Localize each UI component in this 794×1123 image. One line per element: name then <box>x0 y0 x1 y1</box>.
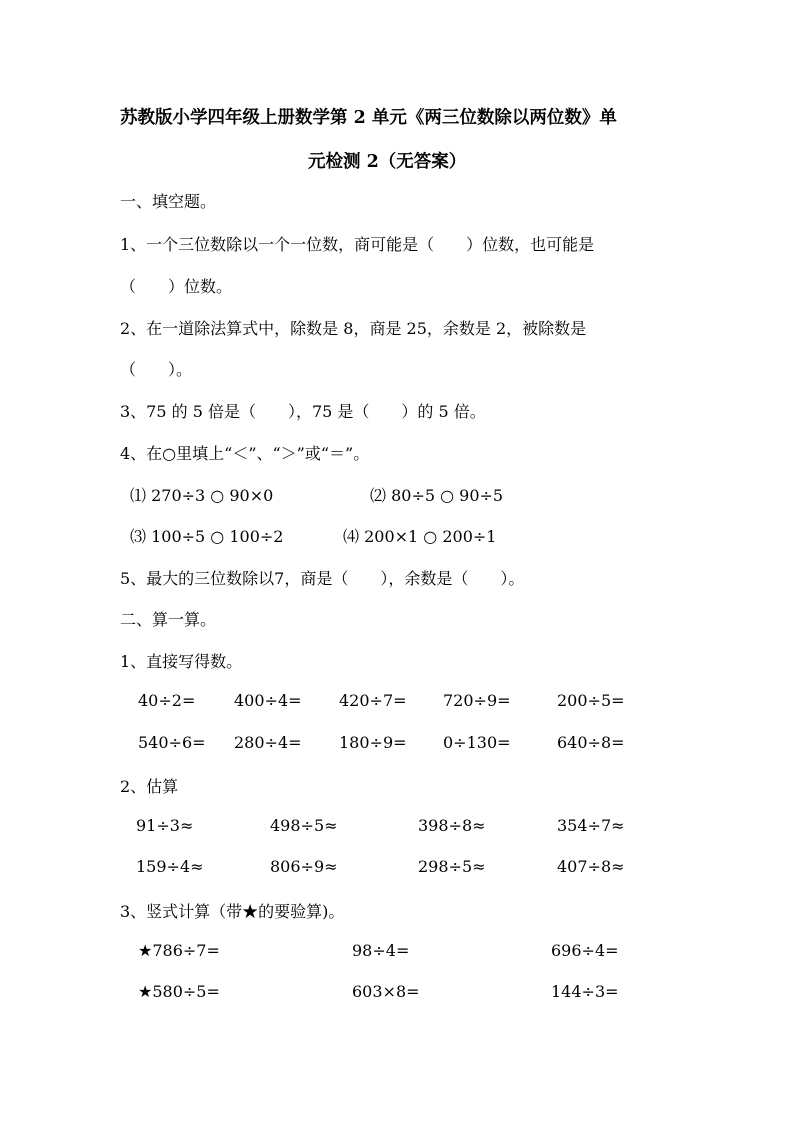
vertical-calc-item: 98÷4= <box>352 941 410 960</box>
estimate-item: 498÷5≈ <box>270 816 338 835</box>
direct-calc-item: 720÷9= <box>443 691 511 710</box>
subsection-3-heading: 3、竖式计算（带★的要验算)。 <box>120 902 345 921</box>
estimate-item: 354÷7≈ <box>557 816 625 835</box>
direct-calc-item: 180÷9= <box>339 733 407 752</box>
vertical-calc-item: 603×8= <box>352 982 420 1001</box>
subsection-2-heading: 2、估算 <box>120 777 179 796</box>
vertical-calc-item: 696÷4= <box>551 941 619 960</box>
vertical-calc-item: ★580÷5= <box>138 982 220 1001</box>
direct-calc-item: 540÷6= <box>138 733 206 752</box>
compare-item-3: ⑶ 100÷5 ○ 100÷2 <box>130 527 284 546</box>
estimate-item: 91÷3≈ <box>136 816 194 835</box>
direct-calc-item: 420÷7= <box>339 691 407 710</box>
question-1-line-1: 1、一个三位数除以一个一位数，商可能是（ ）位数，也可能是 <box>120 235 595 254</box>
question-2-line-2: （ ）。 <box>120 360 193 379</box>
estimate-item: 806÷9≈ <box>270 857 338 876</box>
question-4: 4、在○里填上“＜”、“＞”或“＝”。 <box>120 444 370 463</box>
estimate-item: 298÷5≈ <box>418 857 486 876</box>
question-3: 3、75 的 5 倍是（ ），75 是（ ）的 5 倍。 <box>120 402 486 421</box>
estimate-item: 159÷4≈ <box>136 857 204 876</box>
estimate-item: 398÷8≈ <box>418 816 486 835</box>
section-2-heading: 二、算一算。 <box>120 610 217 629</box>
compare-item-1: ⑴ 270÷3 ○ 90×0 <box>130 486 274 505</box>
title-line-2: 元检测 2（无答案） <box>308 152 467 172</box>
title-line-1: 苏教版小学四年级上册数学第 2 单元《两三位数除以两位数》单 <box>120 108 617 128</box>
compare-item-4: ⑷ 200×1 ○ 200÷1 <box>343 527 497 546</box>
direct-calc-item: 640÷8= <box>557 733 625 752</box>
direct-calc-item: 400÷4= <box>234 691 302 710</box>
question-1-line-2: （ ）位数。 <box>120 277 233 296</box>
vertical-calc-item: ★786÷7= <box>138 941 220 960</box>
compare-item-2: ⑵ 80÷5 ○ 90÷5 <box>370 486 504 505</box>
section-1-heading: 一、填空题。 <box>120 192 217 211</box>
question-2-line-1: 2、在一道除法算式中，除数是 8，商是 25，余数是 2，被除数是 <box>120 319 587 338</box>
vertical-calc-item: 144÷3= <box>551 982 619 1001</box>
estimate-item: 407÷8≈ <box>557 857 625 876</box>
direct-calc-item: 40÷2= <box>138 691 196 710</box>
direct-calc-item: 0÷130= <box>443 733 511 752</box>
direct-calc-item: 200÷5= <box>557 691 625 710</box>
direct-calc-item: 280÷4= <box>234 733 302 752</box>
question-5: 5、最大的三位数除以7，商是（ ），余数是（ ）。 <box>120 569 525 588</box>
subsection-1-heading: 1、直接写得数。 <box>120 652 243 671</box>
